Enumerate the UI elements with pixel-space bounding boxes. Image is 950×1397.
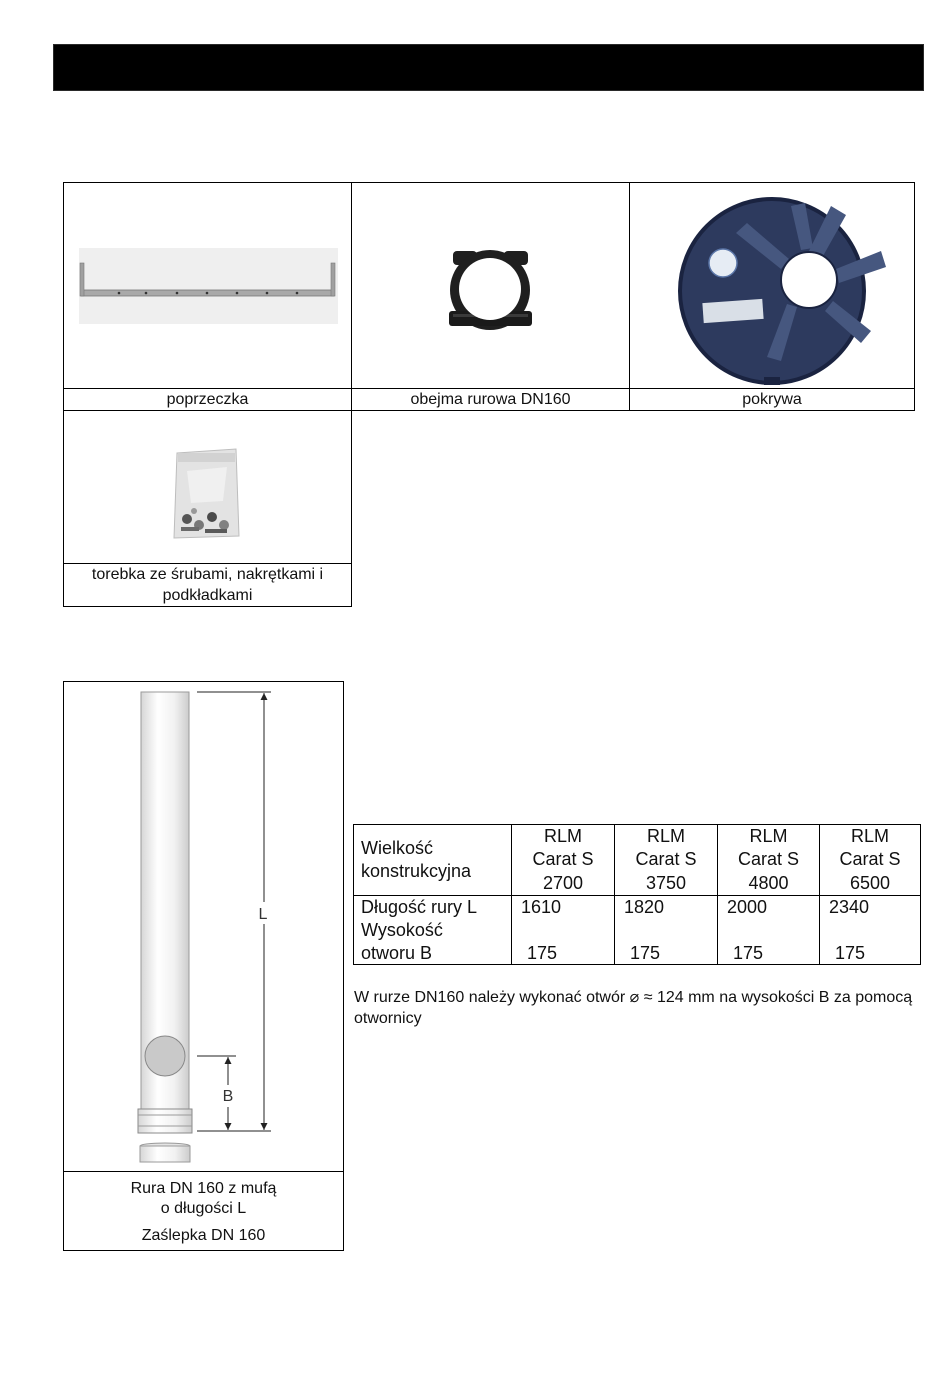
part-image-cell-screw-bag [63,410,352,564]
pipe-length-value: 1820 [624,897,665,917]
pipe-figure [63,681,344,1172]
crossbar-hole [145,292,148,295]
pipe-caption-line: o długości L [160,1200,247,1217]
end-cap [140,1146,190,1162]
bag-washer [219,520,229,530]
pipe-clamp-icon [352,183,630,389]
hole-height-label: Wysokość otworu B [361,920,443,963]
crossbar-hole [176,292,179,295]
bag-screw [205,529,227,533]
cap-caption-line: Zaślepka DN 160 [141,1227,266,1244]
pipe-figure-caption [63,1171,344,1251]
crossbar-hole [236,292,239,295]
hole-height-value: 175 [630,943,661,963]
crossbar-icon [64,183,352,389]
pipe-drawing [64,682,344,1172]
size-table-value-cell [511,895,615,965]
cover-tab [764,377,780,385]
drilling-instruction-note: W rurze DN160 należy wykonać otwór ⌀ ≈ 124 mm na wysokości B za pomocą otwornicy [354,989,913,1027]
bag-screw [181,527,199,531]
size-table-value-cell [717,895,820,965]
part-image-cell-cover [629,182,915,389]
screw-bag-icon [64,411,352,564]
bag-washer [191,508,197,514]
bag-seal [178,453,235,462]
clamp-opening [459,258,521,320]
pipe-length-value: 1610 [521,897,562,917]
hole-height-value: 175 [835,943,866,963]
cover-label [702,299,763,323]
crossbar-hole [296,292,299,295]
dimension-B-label: B [222,1088,234,1105]
cover-logo [709,249,737,277]
part-caption-crossbar: poprzeczka [63,388,352,411]
cover-opening [781,252,837,308]
size-table-row-labels [353,895,512,965]
crossbar-hole [206,292,209,295]
pipe-length-value: 2000 [727,897,768,917]
size-table-value-cell [819,895,921,965]
size-table-model-header: RLM Carat S 3750 [614,824,718,896]
part-image-cell-clamp [351,182,630,389]
bag-nut [207,512,217,522]
part-caption-clamp: obejma rurowa DN160 [351,388,630,411]
part-caption-cover: pokrywa [629,388,915,411]
pipe-socket [138,1109,192,1133]
size-table-model-header: RLM Carat S 6500 [819,824,921,896]
crossbar-right-leg [331,263,335,296]
dimension-L-label: L [258,906,268,923]
crossbar-photo-background [79,248,338,324]
bag-reflection [187,467,227,503]
part-image-cell-crossbar [63,182,352,389]
cover-icon [630,183,915,389]
hole-height-value: 175 [527,943,558,963]
pipe-hole [145,1036,185,1076]
crossbar-left-leg [80,263,84,296]
part-caption-screw-bag: torebka ze śrubami, nakrętkami i podkładkami [63,563,352,607]
size-table-model-header: RLM Carat S 4800 [717,824,820,896]
hole-height-value: 175 [733,943,764,963]
size-table-value-cell [614,895,718,965]
pipe-length-value: 2340 [829,897,870,917]
crossbar-hole [118,292,121,295]
pipe-caption-line: Rura DN 160 z mufą [130,1180,277,1197]
pipe-length-label: Długość rury L [361,897,478,917]
header-bar [53,44,924,91]
size-table-model-header: RLM Carat S 2700 [511,824,615,896]
bag-nut [182,514,192,524]
crossbar-hole [266,292,269,295]
size-table-header-label: Wielkość konstrukcyjna [353,824,512,896]
